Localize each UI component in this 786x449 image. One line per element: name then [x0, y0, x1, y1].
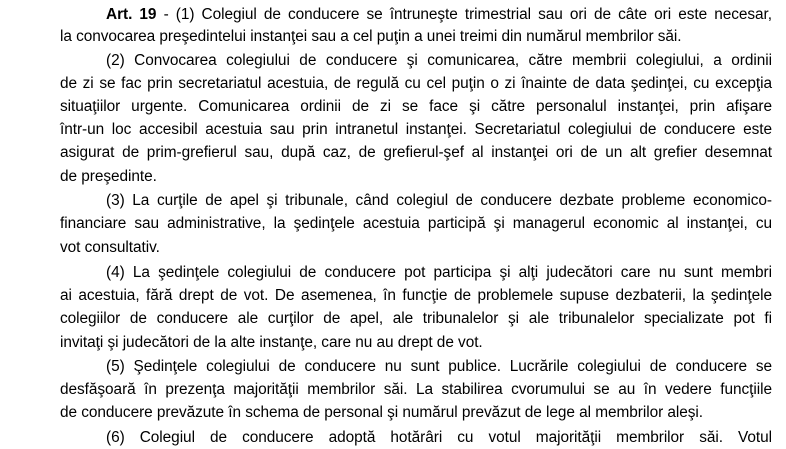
paragraph-1-text: - (1) Colegiul de conducere se întruneşte trimestrial sau ori de câte ori este necesar, [156, 6, 772, 23]
paragraph-2-line-2: de zi se fac prin secretariatul acestuia, de regulă cu cel puţin o zi înainte de data şedinţei, cu excepţia [60, 75, 772, 92]
paragraph-4-line-4: invitaţi şi judecători de la alte instanţe, care nu au drept de vot. [60, 334, 483, 351]
paragraph-2-line-4: într-un loc accesibil acestuia sau prin intranetul instanţei. Secretariatul colegiului de conducere este [60, 121, 772, 138]
paragraph-4-line-2: ai acestuia, fără drept de vot. De asemenea, în funcţie de problemele supuse dezbaterii, la şedinţele [60, 287, 772, 304]
paragraph-2-line-3: situaţiilor urgente. Comunicarea ordinii de zi se face şi către personalul instanţei, prin afişare [60, 98, 772, 115]
paragraph-4-line-3: colegiilor de conducere ale curţilor de apel, ale tribunalelor şi ale tribunalelor specializate pot fi [60, 310, 772, 327]
paragraph-3-line-1: (3) La curţile de apel şi tribunale, când colegiul de conducere dezbate probleme economico- [106, 192, 772, 209]
paragraph-5-line-3: de conducere prevăzute în schema de personal şi numărul prevăzut de lege al membrilor aleşi. [60, 404, 704, 421]
paragraph-2-line-1: (2) Convocarea colegiului de conducere şi comunicarea, către membrii colegiului, a ordinii [106, 52, 772, 69]
paragraph-4-line-1: (4) La şedinţele colegiului de conducere pot participa şi alţi judecători care nu sunt membri [106, 264, 772, 281]
paragraph-2-line-5: asigurat de prim-grefierul sau, după caz, de grefierul-şef al instanţei ori de un alt grefier desemnat [60, 144, 772, 161]
paragraph-3-line-3: vot consultativ. [60, 239, 160, 256]
paragraph-6-line-1: (6) Colegiul de conducere adoptă hotărâri cu votul majorităţii membrilor săi. Votul [106, 429, 772, 446]
paragraph-5-line-1: (5) Şedinţele colegiului de conducere nu sunt publice. Lucrările colegiului de conducere se [106, 358, 772, 375]
paragraph-5-line-2: desfăşoară în prezenţa majorităţii membrilor săi. La stabilirea cvorumului se au în vedere funcţiile [60, 381, 772, 398]
paragraph-2-line-6: de preşedinte. [60, 168, 157, 185]
paragraph-1-line-1 [106, 4, 772, 26]
paragraph-1-line-2: la convocarea preşedintelui instanţei sau a cel puţin a unei treimi din numărul membrilor săi. [60, 28, 682, 45]
paragraph-3-line-2: financiare sau administrative, la şedinţele acestuia participă şi managerul economic al instanţei, cu [60, 215, 772, 232]
article-label: Art. 19 [106, 6, 157, 23]
